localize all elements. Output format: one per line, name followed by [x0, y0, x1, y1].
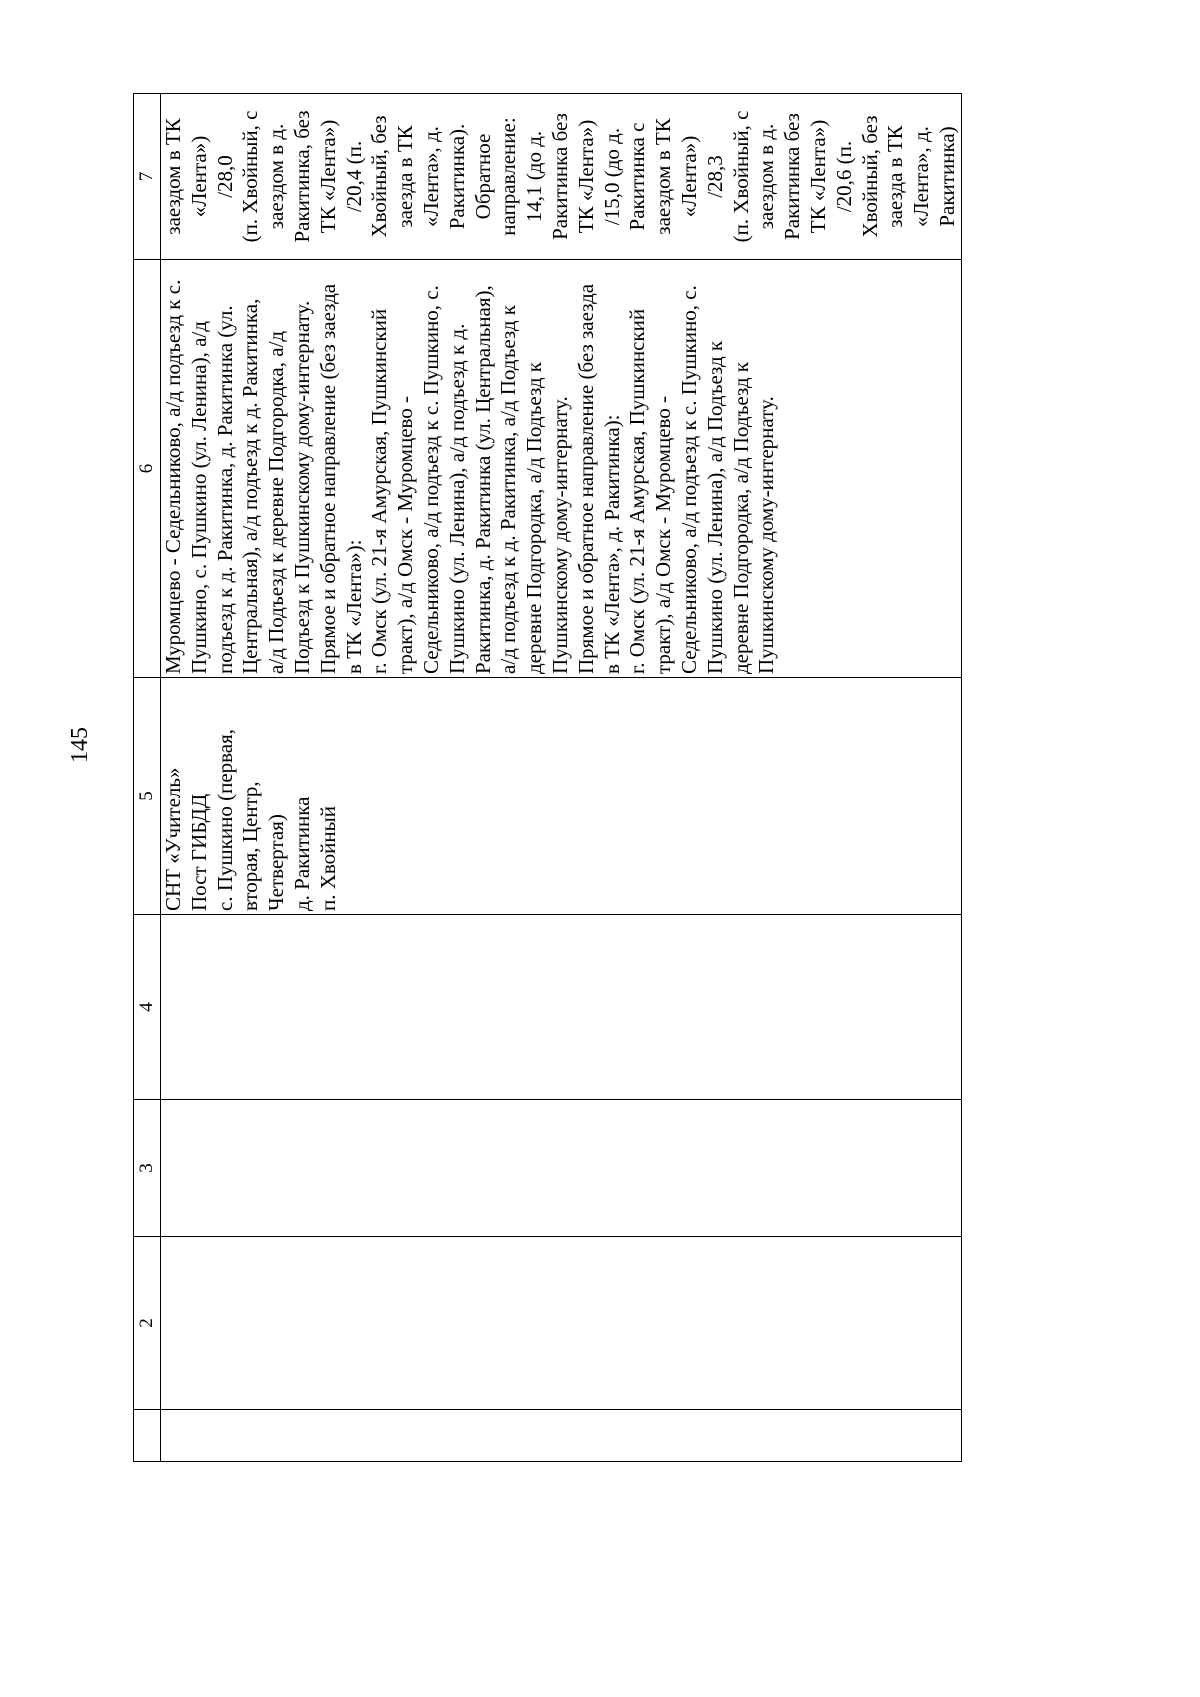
- text-line: Пушкино, с. Пушкино (ул. Ленина), а/д: [186, 321, 211, 674]
- header-cell-4: 4: [134, 914, 160, 1099]
- text-line: Ракитинка).: [444, 123, 469, 230]
- route-table: [133, 93, 962, 1462]
- rotated-table-wrapper: [133, 93, 962, 1462]
- text-line: Прямое и обратное направление (без заезда: [573, 283, 598, 674]
- header-row: [134, 94, 161, 1461]
- text-line: деревне Подгородка, а/д Подъезд к: [728, 362, 753, 674]
- text-line: г. Омск (ул. 21-я Амурская, Пушкинский: [625, 308, 650, 674]
- header-cell-7: 7: [136, 171, 157, 182]
- text-line: заездом в д.: [754, 123, 779, 230]
- text-line: «Лента»): [186, 135, 211, 218]
- text-line: а/д подъезд к д. Ракитинка, а/д Подъезд к: [496, 305, 521, 674]
- text-line: деревне Подгородка, а/д Подъезд к: [522, 362, 547, 674]
- text-line: Центральная), а/д подъезд к д. Ракитинка,: [238, 298, 263, 674]
- cell-stops: [161, 677, 961, 914]
- text-line: подъезд к д. Ракитинка, д. Ракитинка (ул.: [212, 305, 237, 674]
- text-line: тракт), а/д Омск - Муромцево -: [393, 395, 418, 674]
- text-line: /28,0: [212, 155, 237, 198]
- header-cell-5: 5: [134, 677, 160, 914]
- text-line: ТК «Лента»): [573, 119, 598, 234]
- table-row: [161, 94, 961, 1461]
- text-line: направление:: [496, 117, 521, 236]
- text-line: заездом в ТК: [161, 118, 185, 235]
- text-line: «Лента», д.: [418, 126, 443, 227]
- text-line: Ракитинка): [934, 126, 959, 227]
- cell-col-3: [161, 1099, 961, 1236]
- text-line: 14,1 (до д.: [522, 130, 547, 223]
- text-line: Ракитинка без: [547, 113, 572, 240]
- text-line: ТК «Лента»): [315, 119, 340, 234]
- text-line: /20,6 (п.: [831, 140, 856, 213]
- text-line: в ТК «Лента», д. Ракитинка):: [599, 414, 624, 674]
- cell-route-description: [161, 259, 961, 677]
- text-line: /28,3: [702, 155, 727, 198]
- cell-route-length: [161, 94, 961, 259]
- text-line: с. Пушкино (первая,: [212, 728, 237, 911]
- text-line: д. Ракитинка: [289, 796, 314, 911]
- text-line: а/д Подъезд к деревне Подгородка, а/д: [264, 330, 289, 674]
- text-line: Ракитинка, д. Ракитинка (ул. Центральная),: [470, 285, 495, 674]
- text-line: в ТК «Лента»):: [341, 539, 366, 674]
- text-line: Пушкино (ул. Ленина), а/д Подъезд к: [702, 340, 727, 674]
- text-line: (п. Хвойный, с: [238, 110, 263, 243]
- cell-col-1: [161, 1409, 961, 1461]
- text-line: Ракитинка без: [780, 113, 805, 240]
- text-line: /15,0 (до д.: [599, 127, 624, 226]
- text-line: ТК «Лента»): [805, 119, 830, 234]
- text-line: Ракитинка, без: [289, 110, 314, 243]
- text-line: заездом в д.: [264, 123, 289, 230]
- header-cell-3: 3: [134, 1099, 160, 1236]
- header-cell-1: [134, 1409, 160, 1461]
- text-line: п. Хвойный: [315, 806, 340, 911]
- text-line: Пост ГИБДД: [186, 793, 211, 911]
- text-line: СНТ «Учитель»: [161, 767, 185, 911]
- text-line: (п. Хвойный, с: [728, 110, 753, 243]
- header-cell-6: 6: [134, 259, 160, 677]
- text-line: заезда в ТК: [883, 125, 908, 228]
- text-line: Подъезд к Пушкинскому дому-интернату.: [289, 300, 314, 674]
- text-line: Пушкино (ул. Ленина), а/д подъезд к д.: [444, 323, 469, 674]
- text-line: Пушкинскому дому-интернату.: [547, 396, 572, 674]
- text-line: Обратное: [470, 133, 495, 220]
- header-cell-2: 2: [134, 1236, 160, 1409]
- text-line: вторая, Центр,: [238, 781, 263, 911]
- text-line: Пушкинскому дому-интернату.: [754, 396, 779, 674]
- page-number: 145: [67, 727, 93, 763]
- text-line: Прямое и обратное направление (без заезда: [315, 283, 340, 674]
- text-line: тракт), а/д Омск - Муромцево -: [651, 395, 676, 674]
- text-line: Ракитинка с: [625, 122, 650, 231]
- text-line: Седельниково, а/д подъезд к с. Пушкино, с.: [418, 285, 443, 674]
- text-line: /20,4 (п.: [341, 140, 366, 213]
- cell-col-2: [161, 1236, 961, 1409]
- text-line: Муромцево - Седельниково, а/д подъезд к с.: [161, 279, 185, 674]
- text-line: Седельниково, а/д подъезд к с. Пушкино, с.: [676, 285, 701, 674]
- text-line: заезда в ТК: [393, 125, 418, 228]
- text-line: Хвойный, без: [857, 115, 882, 238]
- text-line: Хвойный, без: [367, 115, 392, 238]
- cell-col-4: [161, 914, 961, 1099]
- text-line: заездом в ТК: [651, 118, 676, 235]
- text-line: Четвертая): [264, 814, 289, 911]
- text-line: «Лента»): [676, 135, 701, 218]
- text-line: г. Омск (ул. 21-я Амурская, Пушкинский: [367, 308, 392, 674]
- text-line: «Лента», д.: [909, 126, 934, 227]
